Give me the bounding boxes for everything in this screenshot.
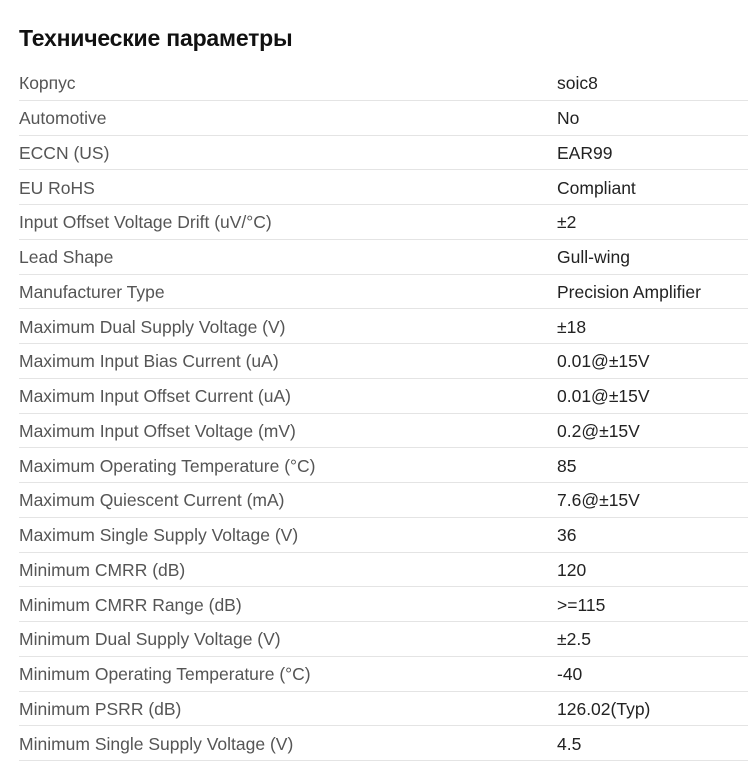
parameter-value: 7.6@±15V	[557, 490, 640, 511]
parameter-row	[19, 657, 748, 692]
parameter-name: Maximum Input Bias Current (uA)	[19, 351, 279, 372]
parameter-value: EAR99	[557, 142, 613, 163]
parameter-row	[19, 483, 748, 518]
parameter-name: EU RoHS	[19, 177, 95, 198]
parameter-value: ±18	[557, 316, 587, 337]
parameter-value: Compliant	[557, 177, 636, 198]
parameter-name: Manufacturer Type	[19, 281, 165, 302]
parameter-row	[19, 553, 748, 588]
parameter-value: ±2	[557, 212, 577, 233]
parameter-row	[19, 587, 748, 622]
parameter-name: Maximum Input Offset Current (uA)	[19, 386, 291, 407]
parameter-value: Gull-wing	[557, 247, 630, 268]
parameter-name: Maximum Dual Supply Voltage (V)	[19, 316, 286, 337]
parameter-name: Input Offset Voltage Drift (uV/°C)	[19, 212, 272, 233]
parameter-row	[19, 275, 748, 310]
parameter-name: Minimum CMRR Range (dB)	[19, 594, 242, 615]
parameter-row	[19, 518, 748, 553]
parameter-value: 126.02(Typ)	[557, 698, 651, 719]
parameter-name: ECCN (US)	[19, 142, 110, 163]
parameter-row	[19, 170, 748, 205]
parameter-name: Maximum Single Supply Voltage (V)	[19, 525, 299, 546]
parameter-row	[19, 726, 748, 761]
parameter-value: soic8	[557, 73, 598, 94]
parameter-row	[19, 136, 748, 171]
parameter-name: Minimum PSRR (dB)	[19, 698, 182, 719]
parameter-value: 36	[557, 525, 577, 546]
parameter-row	[19, 205, 748, 240]
parameter-row	[19, 379, 748, 414]
parameter-name: Maximum Input Offset Voltage (mV)	[19, 420, 296, 441]
parameter-value: 0.01@±15V	[557, 351, 650, 372]
parameter-row	[19, 240, 748, 275]
parameter-value: 0.2@±15V	[557, 420, 640, 441]
parameter-name: Automotive	[19, 108, 107, 129]
parameter-name: Minimum Operating Temperature (°C)	[19, 664, 311, 685]
parameter-name: Maximum Operating Temperature (°C)	[19, 455, 316, 476]
parameter-row	[19, 101, 748, 136]
parameter-value: 4.5	[557, 733, 582, 754]
parameter-name: Minimum Single Supply Voltage (V)	[19, 733, 294, 754]
parameter-name: Корпус	[19, 73, 76, 94]
parameter-value: Precision Amplifier	[557, 281, 701, 302]
section-title: Технические параметры	[19, 25, 293, 51]
parameter-row	[19, 309, 748, 344]
technical-parameters-section	[19, 0, 748, 754]
parameter-row	[19, 414, 748, 449]
parameter-name: Maximum Quiescent Current (mA)	[19, 490, 285, 511]
parameter-value: ±2.5	[557, 629, 591, 650]
parameter-value: No	[557, 108, 580, 129]
parameter-value: >=115	[557, 594, 606, 615]
parameter-row	[19, 448, 748, 483]
parameter-row	[19, 622, 748, 657]
parameters-table	[19, 66, 748, 761]
parameter-value: 0.01@±15V	[557, 386, 650, 407]
parameter-row	[19, 692, 748, 727]
parameter-row	[19, 66, 748, 101]
parameter-name: Minimum CMRR (dB)	[19, 559, 186, 580]
parameter-value: 85	[557, 455, 577, 476]
parameter-value: -40	[557, 664, 583, 685]
parameter-name: Lead Shape	[19, 247, 114, 268]
parameter-row	[19, 344, 748, 379]
parameter-name: Minimum Dual Supply Voltage (V)	[19, 629, 281, 650]
parameter-value: 120	[557, 559, 587, 580]
